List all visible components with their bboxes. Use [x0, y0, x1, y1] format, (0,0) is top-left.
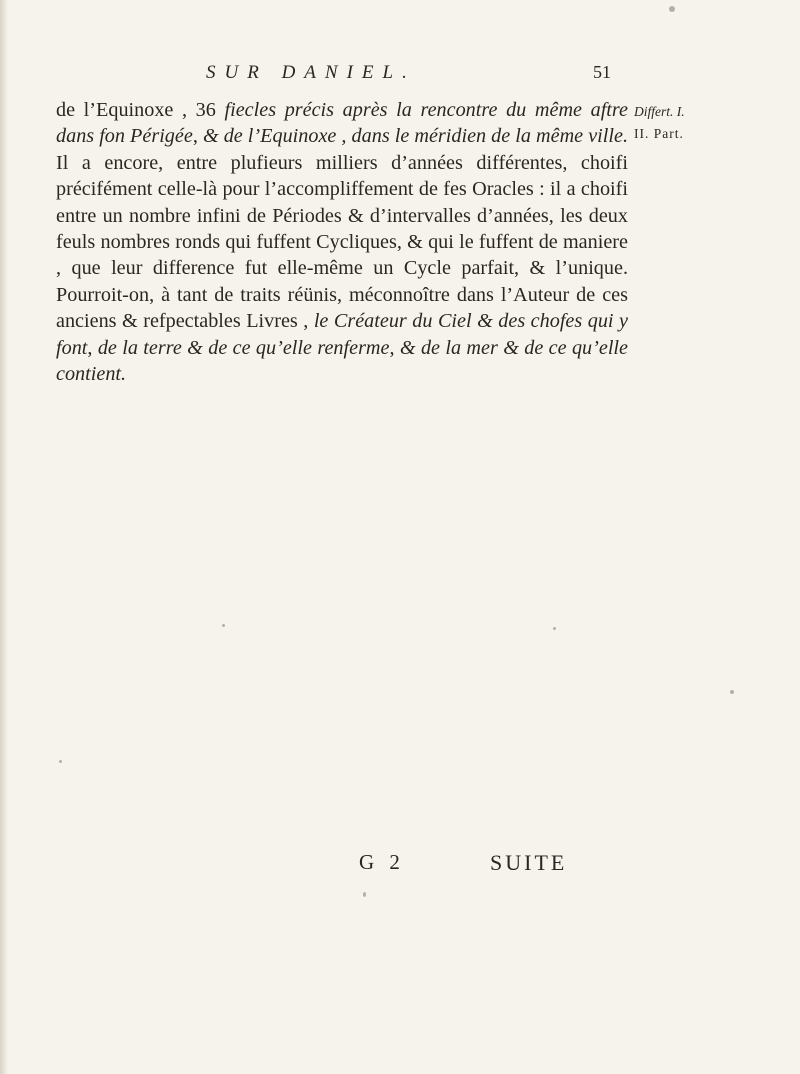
margin-note-line1: Differt. I.	[634, 104, 685, 119]
ink-speck	[669, 6, 675, 12]
signature-mark: G 2	[359, 850, 405, 874]
body-text	[56, 97, 628, 387]
catchword: SUITE	[490, 850, 568, 875]
body-text-segment: Il a encore, entre plufieurs milliers d’années différentes, choifi précifément celle-là pour l’accompliffement de fes Oracles : il a choifi entre un nombre infini de Périodes & d’intervalles d’années, les deux feuls nombres ronds qui fuffent Cycliques, & qui le fuffent de maniere , que leur difference fut elle-même un Cycle parfait, & l’unique. Pourroit-on, à tant de traits réünis, méconnoître dans l’Auteur de ces anciens & refpectables Livres ,	[56, 151, 628, 333]
margin-note-line2: II. Part.	[634, 126, 684, 141]
page-footer	[0, 850, 800, 884]
body-text-italic-segment: fiecles précis après la rencontre du même aftre dans fon Périgée	[56, 99, 628, 148]
body-text-italic-segment: le Créateur du Ciel & des chofes qui y font	[56, 310, 628, 359]
body-text-segment: ,	[389, 336, 400, 359]
ink-speck	[222, 624, 225, 627]
body-text-italic-segment: & de l’Equinoxe , dans le méridien de la même ville.	[202, 125, 628, 148]
body-text-segment: de l’Equinoxe , 36	[56, 99, 225, 121]
page-edge	[0, 0, 8, 1074]
body-paragraph	[56, 97, 628, 387]
margin-note	[634, 101, 696, 145]
ink-speck	[363, 892, 366, 897]
page-number: 51	[593, 62, 611, 82]
running-head-title: SUR DANIEL.	[206, 62, 416, 83]
body-text-segment: ,	[87, 336, 98, 359]
running-head	[0, 62, 800, 92]
ink-speck	[553, 627, 556, 630]
body-text-italic-segment: de la terre & de ce qu’elle renferme	[97, 336, 390, 359]
ink-speck	[730, 690, 734, 694]
body-text-segment: ,	[192, 125, 203, 148]
ink-speck	[59, 760, 62, 763]
body-text-italic-segment: & de la mer & de ce qu’elle contient.	[56, 336, 629, 386]
